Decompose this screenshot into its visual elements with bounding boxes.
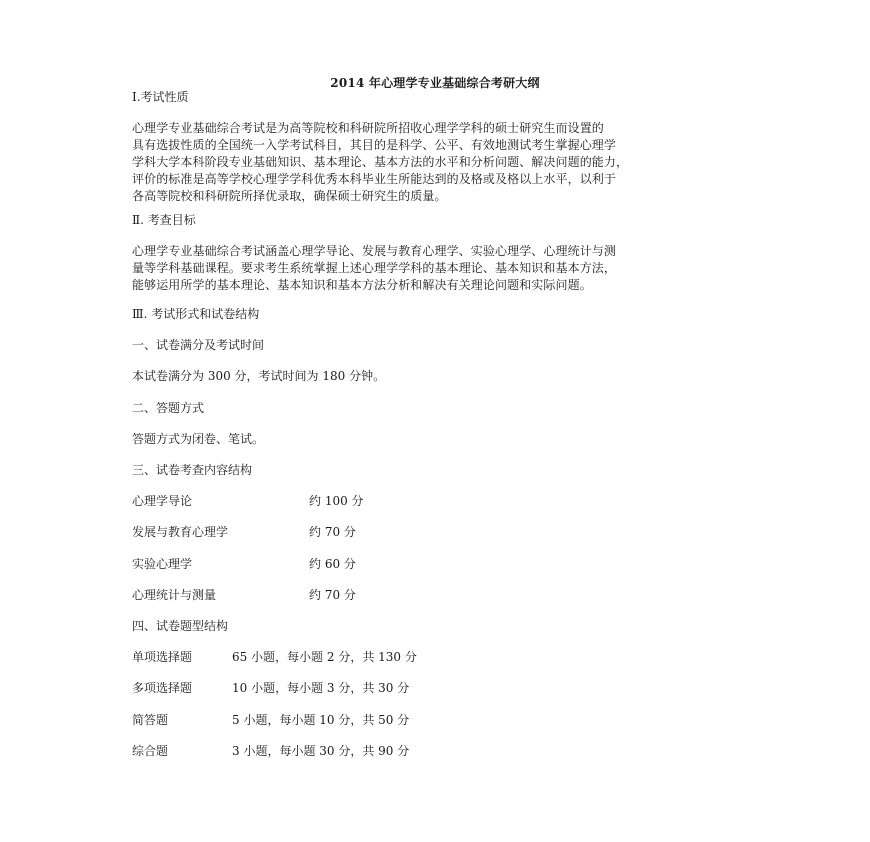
- sub1-heading: 一、试卷满分及考试时间: [132, 338, 265, 352]
- sub2-heading: 二、答题方式: [132, 401, 205, 415]
- question-type: 单项选择题: [132, 650, 193, 664]
- section1-line: 评价的标准是高等学校心理学学科优秀本科毕业生所能达到的及格或及格以上水平，以利于: [132, 172, 617, 186]
- sub1-text: 本试卷满分为 300 分，考试时间为 180 分钟。: [132, 369, 386, 383]
- section2-paragraph: [132, 243, 744, 294]
- content-subject: 发展与教育心理学: [132, 525, 229, 539]
- content-subject: 实验心理学: [132, 557, 193, 571]
- section1-line: 心理学专业基础综合考试是为高等院校和科研院所招收心理学学科的硕士研究生而设置的: [132, 121, 604, 135]
- content-subject: 心理学导论: [132, 494, 193, 508]
- section1-line: 各高等院校和科研院所择优录取，确保硕士研究生的质量。: [132, 189, 447, 203]
- question-type: 多项选择题: [132, 681, 193, 695]
- content-score: 约 100 分: [309, 494, 364, 508]
- content-score: 约 70 分: [309, 525, 356, 539]
- document-title: 2014 年心理学专业基础综合考研大纲: [330, 76, 540, 90]
- sub4-heading: 四、试卷题型结构: [132, 619, 229, 633]
- section1-line: 具有选拔性质的全国统一入学考试科目，其目的是科学、公平、有效地测试考生掌握心理学: [132, 138, 617, 152]
- question-desc: 3 小题，每小题 30 分，共 90 分: [232, 744, 410, 758]
- question-type: 简答题: [132, 713, 169, 727]
- section2-line: 心理学专业基础综合考试涵盖心理学导论、发展与教育心理学、实验心理学、心理统计与测: [132, 244, 617, 258]
- question-type: 综合题: [132, 744, 169, 758]
- section1-line: 学科大学本科阶段专业基础知识、基本理论、基本方法的水平和分析问题、解决问题的能力，: [132, 155, 629, 169]
- sub3-heading: 三、试卷考查内容结构: [132, 463, 253, 477]
- question-desc: 5 小题，每小题 10 分，共 50 分: [232, 713, 410, 727]
- content-score: 约 60 分: [309, 557, 356, 571]
- section3-heading: Ⅲ. 考试形式和试卷结构: [132, 307, 260, 321]
- section1-heading: Ⅰ.考试性质: [132, 90, 189, 104]
- section2-line: 能够运用所学的基本理论、基本知识和基本方法分析和解决有关理论问题和实际问题。: [132, 278, 592, 292]
- section2-heading: Ⅱ. 考查目标: [132, 213, 196, 227]
- sub2-text: 答题方式为闭卷、笔试。: [132, 432, 265, 446]
- section2-line: 量等学科基础课程。要求考生系统掌握上述心理学学科的基本理论、基本知识和基本方法，: [132, 261, 617, 275]
- question-desc: 10 小题，每小题 3 分，共 30 分: [232, 681, 410, 695]
- section1-paragraph: [132, 120, 744, 205]
- content-score: 约 70 分: [309, 588, 356, 602]
- content-subject: 心理统计与测量: [132, 588, 217, 602]
- question-desc: 65 小题，每小题 2 分，共 130 分: [232, 650, 417, 664]
